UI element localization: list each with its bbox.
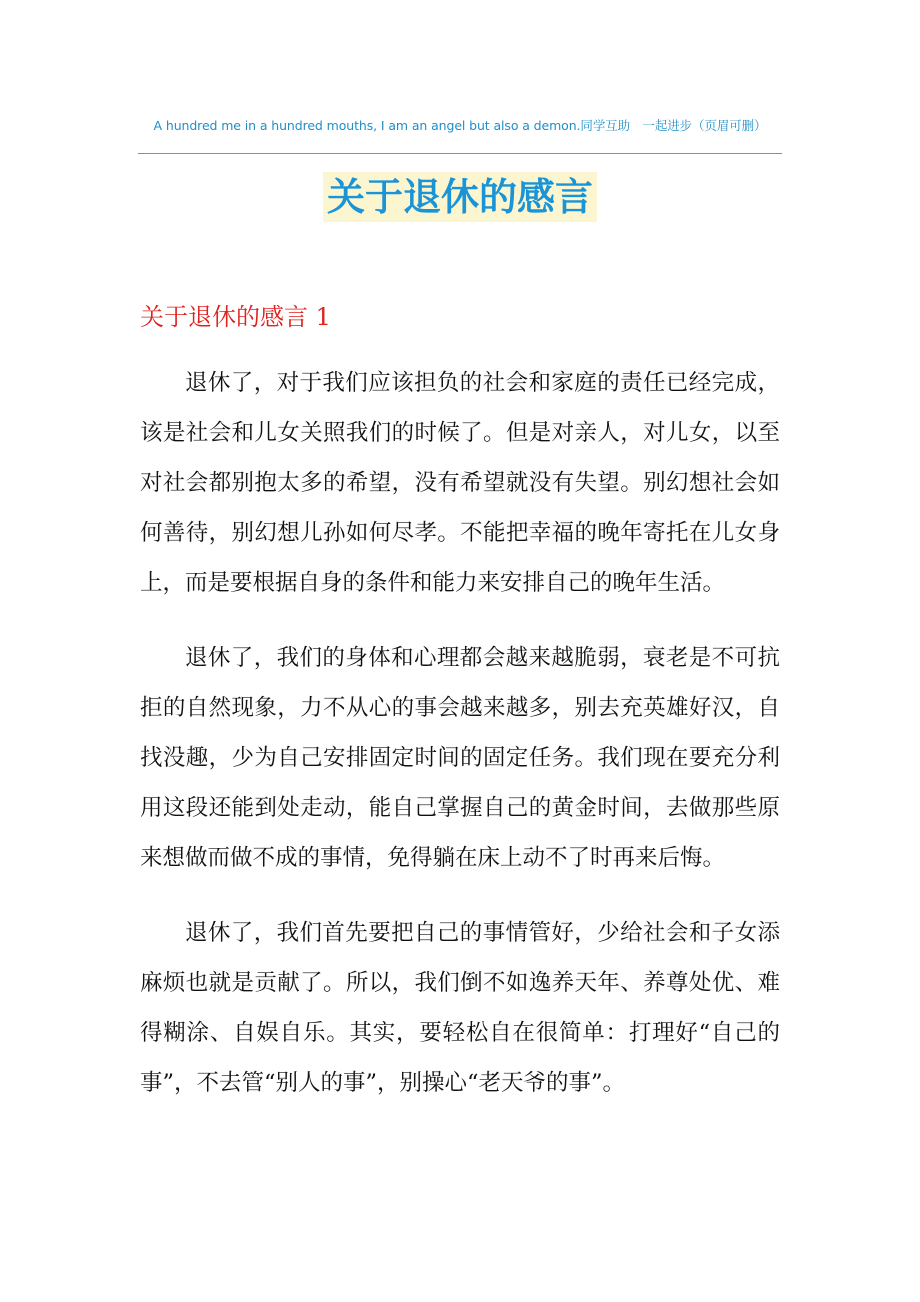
- paragraph-2: 退休了，我们的身体和心理都会越来越脆弱，衰老是不可抗拒的自然现象，力不从心的事会越来越多，别去充英雄好汉，自找没趣，少为自己安排固定时间的固定任务。我们现在要充分利用这段还能到处走动，能自己掌握自己的黄金时间，去做那些原来想做而做不成的事情，免得躺在床上动不了时再来后悔。: [140, 645, 780, 871]
- header-divider: [138, 153, 782, 154]
- title-container: [0, 172, 920, 222]
- body-content: [140, 358, 780, 1133]
- document-title: 关于退休的感言: [323, 172, 597, 222]
- paragraph-3: 退休了，我们首先要把自己的事情管好，少给社会和子女添麻烦也就是贡献了。所以，我们倒不如逸养天年、养尊处优、难得糊涂、自娱自乐。其实，要轻松自在很简单：打理好“自己的事”，不去管“别人的事”，别操心“老天爷的事”。: [140, 920, 780, 1096]
- page-header-text: A hundred me in a hundred mouths, I am an angel but also a demon.同学互助 一起进步（页眉可删）: [153, 118, 767, 133]
- section-heading: 关于退休的感言 1: [140, 303, 331, 331]
- paragraph-1: 退休了，对于我们应该担负的社会和家庭的责任已经完成，该是社会和儿女关照我们的时候了。但是对亲人，对儿女，以至对社会都别抱太多的希望，没有希望就没有失望。别幻想社会如何善待，别幻想儿孙如何尽孝。不能把幸福的晚年寄托在儿女身上，而是要根据自身的条件和能力来安排自己的晚年生活。: [140, 370, 780, 596]
